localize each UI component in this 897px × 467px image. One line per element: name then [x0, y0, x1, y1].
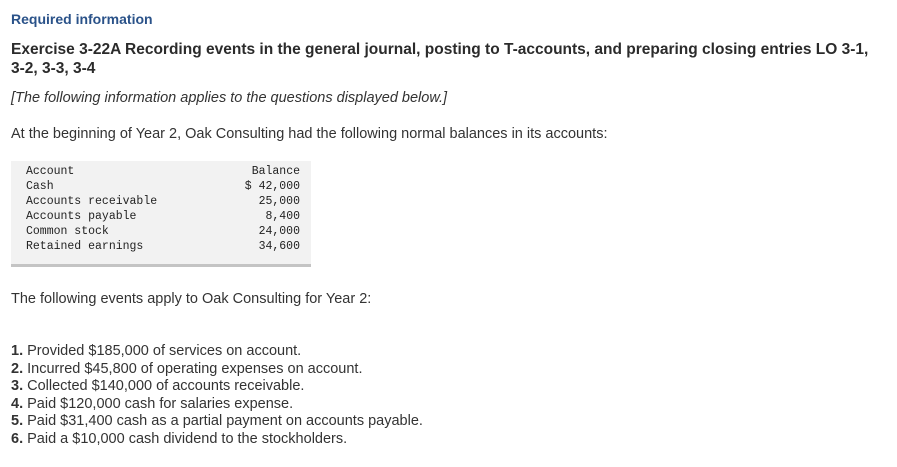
table-row — [26, 224, 300, 239]
balance-column-header: Balance — [251, 165, 300, 178]
balance-cell: 25,000 — [258, 195, 300, 208]
balance-cell: 8,400 — [265, 210, 300, 223]
list-item — [11, 396, 423, 414]
event-text: Collected $140,000 of accounts receivable. — [27, 378, 305, 394]
table-row — [26, 239, 300, 254]
list-item — [11, 378, 423, 396]
table-row — [26, 179, 300, 194]
balance-cell: 34,600 — [258, 240, 300, 253]
events-intro-text: The following events apply to Oak Consulting for Year 2: — [11, 291, 372, 307]
account-column-header: Account — [26, 165, 75, 178]
event-number: 5. — [11, 413, 24, 429]
account-cell: Common stock — [26, 225, 109, 238]
account-cell: Accounts receivable — [26, 195, 158, 208]
event-text: Provided $185,000 of services on account. — [27, 343, 302, 359]
account-cell: Retained earnings — [26, 240, 144, 253]
event-number: 1. — [11, 343, 24, 359]
event-number: 4. — [11, 395, 24, 412]
balance-cell: $ 42,000 — [244, 180, 300, 193]
balance-cell: 24,000 — [258, 225, 300, 238]
exercise-title: Exercise 3-22A Recording events in the general journal, posting to T-accounts, and preparing closing entries LO 3-1, 3-2, 3-3, 3-4 — [11, 41, 869, 77]
list-item — [11, 413, 423, 431]
balances-table-container — [11, 161, 311, 267]
table-row — [26, 209, 300, 224]
event-number: 3. — [11, 378, 24, 394]
event-text: Paid a $10,000 cash dividend to the stockholders. — [27, 430, 348, 447]
table-row — [26, 194, 300, 209]
event-number: 2. — [11, 360, 24, 377]
balances-table — [26, 164, 300, 254]
event-text: Paid $120,000 cash for salaries expense. — [27, 395, 294, 412]
account-cell: Accounts payable — [26, 210, 137, 223]
table-header-row — [26, 164, 300, 179]
info-note: [The following information applies to the questions displayed below.] — [11, 90, 448, 106]
event-number: 6. — [11, 430, 24, 447]
account-cell: Cash — [26, 180, 54, 193]
intro-text: At the beginning of Year 2, Oak Consulting had the following normal balances in its accounts: — [11, 126, 608, 142]
events-list — [11, 343, 423, 448]
event-text: Paid $31,400 cash as a partial payment on accounts payable. — [27, 413, 423, 429]
event-text: Incurred $45,800 of operating expenses on account. — [27, 360, 363, 377]
required-information-heading: Required information — [11, 11, 153, 27]
list-item — [11, 431, 423, 449]
list-item — [11, 343, 423, 361]
list-item — [11, 361, 423, 379]
